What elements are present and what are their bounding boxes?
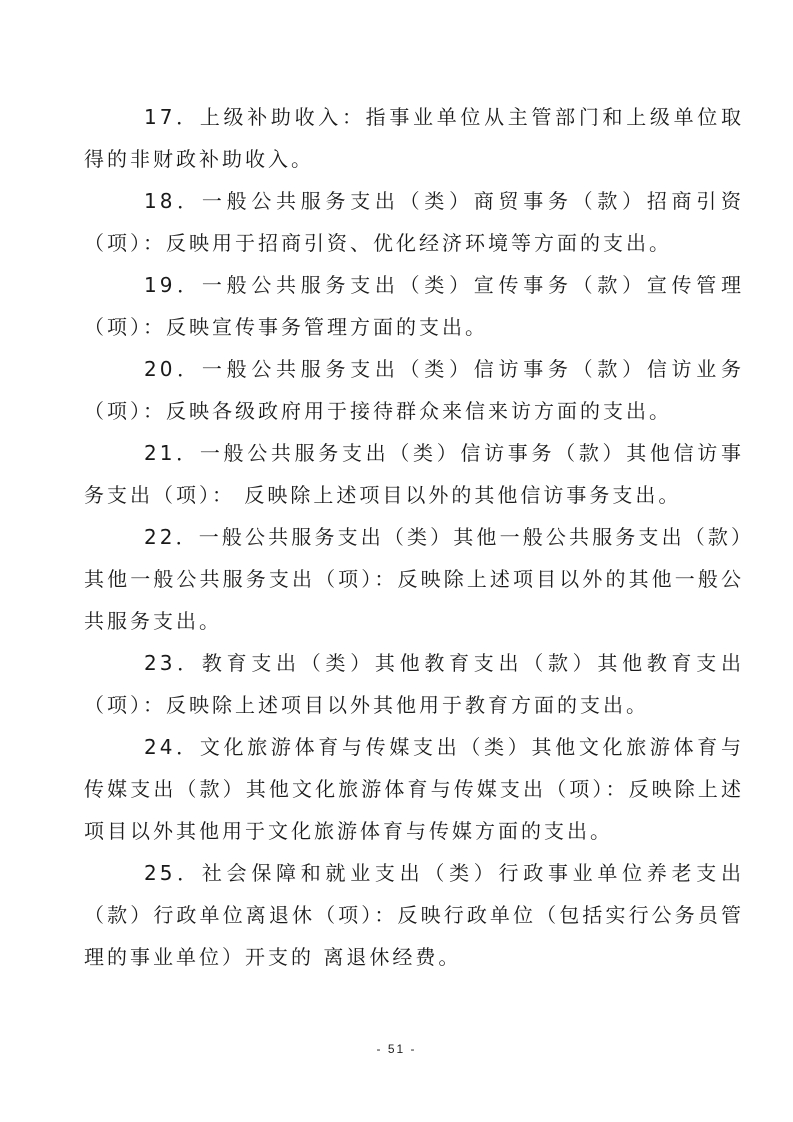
- paragraph-item-18: 18．一般公共服务支出（类）商贸事务（款）招商引资（项）：反映用于招商引资、优化经济环境等方面的支出。: [84, 189, 744, 255]
- document-body: [84, 96, 744, 978]
- paragraph-item-24: 24．文化旅游体育与传媒支出（类）其他文化旅游体育与传媒支出（款）其他文化旅游体育与传媒支出（项）：反映除上述项目以外其他用于文化旅游体育与传媒方面的支出。: [84, 735, 744, 843]
- paragraph-item-19: 19．一般公共服务支出（类）宣传事务（款）宣传管理（项）：反映宣传事务管理方面的支出。: [84, 273, 744, 339]
- paragraph-item-23: 23．教育支出（类）其他教育支出（款）其他教育支出（项）：反映除上述项目以外其他用于教育方面的支出。: [84, 651, 744, 717]
- paragraph-item-20: 20．一般公共服务支出（类）信访事务（款）信访业务（项）：反映各级政府用于接待群众来信来访方面的支出。: [84, 357, 744, 423]
- paragraph-item-22: 22．一般公共服务支出（类）其他一般公共服务支出（款）其他一般公共服务支出（项）：反映除上述项目以外的其他一般公共服务支出。: [84, 525, 744, 633]
- paragraph-item-21: 21．一般公共服务支出（类）信访事务（款）其他信访事务支出（项）： 反映除上述项目以外的其他信访事务支出。: [84, 441, 744, 507]
- paragraph-item-17: 17．上级补助收入：指事业单位从主管部门和上级单位取得的非财政补助收入。: [84, 105, 744, 171]
- paragraph-item-25: 25．社会保障和就业支出（类）行政事业单位养老支出（款）行政单位离退休（项）：反映行政单位（包括实行公务员管理的事业单位）开支的 离退休经费。: [84, 861, 744, 969]
- page-number: - 51 -: [376, 1042, 417, 1056]
